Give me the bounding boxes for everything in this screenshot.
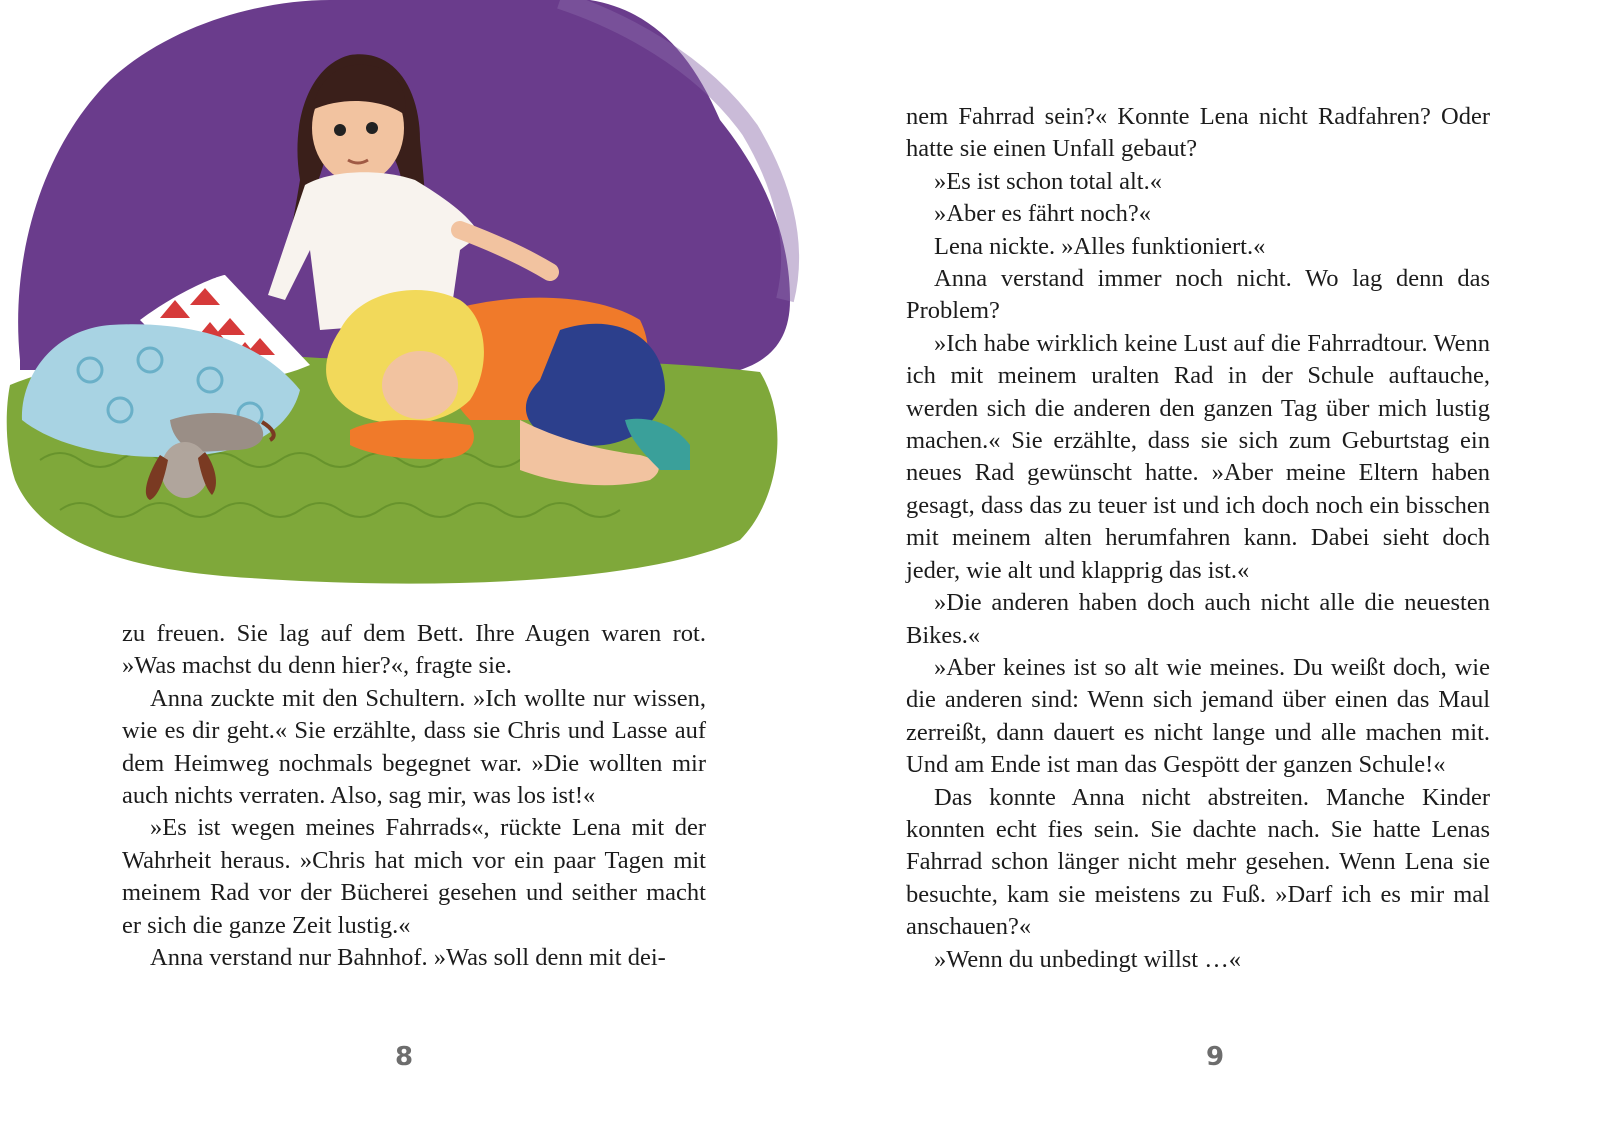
paragraph: Lena nickte. »Alles funktioniert.«	[934, 232, 1266, 260]
paragraph: »Ich habe wirklich keine Lust auf die Fahrradtour. Wenn ich mit meinem uralten Rad in der Schule auftauche, werden sich die anderen den ganzen Tag über mich lustig machen.« Sie erzählte, dass sie sich zum Geburtstag ein neues Rad gewünscht hatte. »Aber meine Eltern haben gesagt, dass das zu teuer ist und ich doch noch ein bisschen mit meinem alten herumfahren kann. Dabei sieht doch jeder, wie alt und klapprig das ist.«	[906, 329, 1490, 584]
page-number-left: 8	[394, 1042, 414, 1072]
paragraph: nem Fahrrad sein?« Konnte Lena nicht Radfahren? Oder hatte sie einen Unfall gebaut?	[906, 103, 1490, 163]
paragraph: Anna zuckte mit den Schultern. »Ich wollte nur wissen, wie es dir geht.« Sie erzählte, dass sie Chris und Lasse auf dem Heimweg nochmals begegnet war. »Die wollten mir auch nichts verraten. Also, sag mir, was los ist!«	[122, 684, 706, 810]
left-page-text	[122, 618, 706, 974]
illustration-svg	[0, 0, 800, 590]
page-number-right: 9	[1205, 1042, 1225, 1072]
paragraph: »Aber es fährt noch?«	[934, 200, 1152, 228]
paragraph: Anna verstand immer noch nicht. Wo lag denn das Problem?	[906, 265, 1490, 325]
right-page-text	[906, 101, 1490, 976]
paragraph: »Die anderen haben doch auch nicht alle die neuesten Bikes.«	[906, 589, 1490, 649]
right-page	[800, 0, 1600, 1130]
paragraph: zu freuen. Sie lag auf dem Bett. Ihre Augen waren rot. »Was machst du denn hier?«, fragte sie.	[122, 620, 706, 680]
paragraph: »Aber keines ist so alt wie meines. Du weißt doch, wie die anderen sind: Wenn sich jemand über einen das Maul zerreißt, dann dauert es nicht lange und alle machen mit. Und am Ende ist man das Gespött der ganzen Schule!«	[906, 653, 1490, 779]
paragraph: »Wenn du unbedingt willst …«	[934, 945, 1241, 973]
story-illustration	[0, 0, 800, 590]
paragraph: »Es ist wegen meines Fahrrads«, rückte Lena mit der Wahrheit heraus. »Chris hat mich vor ein paar Tagen mit meinem Rad vor der Bücherei gesehen und seither macht er sich die ganze Zeit lustig.«	[122, 814, 706, 939]
paragraph: Anna verstand nur Bahnhof. »Was soll denn mit dei-	[150, 944, 666, 972]
paragraph: »Es ist schon total alt.«	[934, 167, 1162, 195]
paragraph: Das konnte Anna nicht abstreiten. Manche Kinder konnten echt fies sein. Sie dachte nach. Sie hatte Lenas Fahrrad schon länger nicht mehr gesehen. Wenn Lena sie besuchte, kam sie meistens zu Fuß. »Darf ich es mir mal anschauen?«	[906, 783, 1490, 941]
